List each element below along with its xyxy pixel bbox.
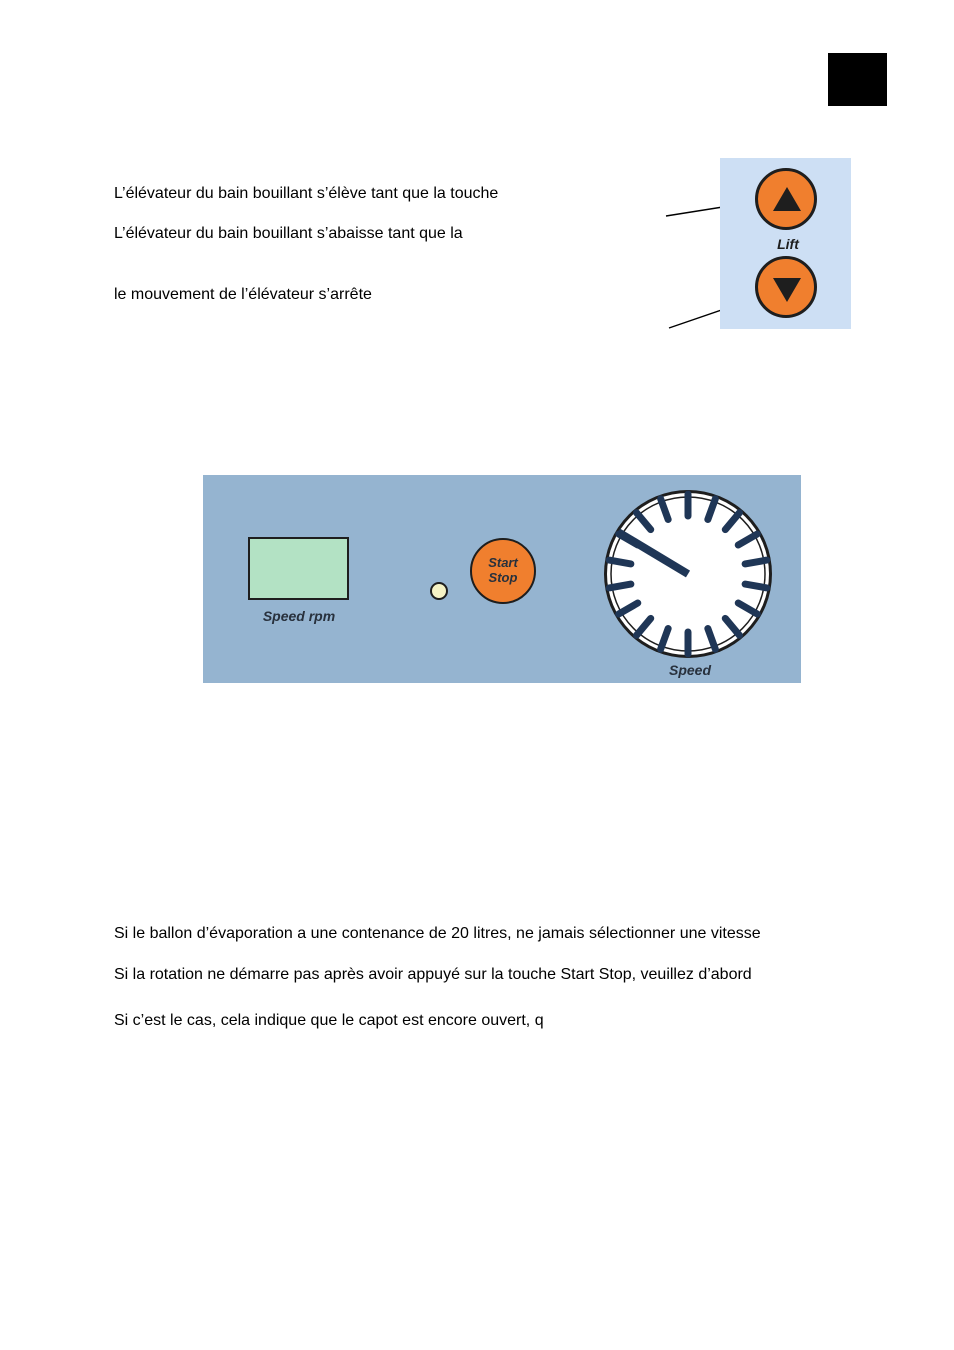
triangle-up-icon <box>773 187 801 211</box>
stop-label: Stop <box>488 570 518 585</box>
lift-label: Lift <box>777 236 799 252</box>
dial-tick <box>745 560 767 564</box>
speed-dial-label: Speed <box>668 662 711 678</box>
note-line-1: Si le ballon d’évaporation a une contenance de 20 litres, ne jamais sélectionner une vitesse <box>114 925 761 942</box>
lift-up-text: L’élévateur du bain bouillant s’élève tant que la touche <box>114 185 499 202</box>
indicator-led <box>430 582 448 600</box>
lift-down-text: L’élévateur du bain bouillant s’abaisse tant que la <box>114 225 463 242</box>
speed-dial-knob[interactable] <box>601 487 775 661</box>
lift-up-button[interactable] <box>755 168 817 230</box>
speed-display <box>248 537 349 600</box>
lift-stop-text: le mouvement de l’élévateur s’arrête <box>114 286 372 303</box>
triangle-down-icon <box>773 278 801 302</box>
start-label: Start <box>488 555 518 570</box>
start-stop-button[interactable] <box>470 538 536 604</box>
start-stop-label <box>472 555 534 585</box>
lift-control-panel <box>720 158 851 329</box>
lift-down-button[interactable] <box>755 256 817 318</box>
speed-rpm-label: Speed rpm <box>262 608 336 624</box>
note-line-3: Si c’est le cas, cela indique que le capot est encore ouvert, q <box>114 1012 544 1029</box>
page-tab-marker <box>828 53 887 106</box>
dial-tick <box>609 584 631 588</box>
rotary-control-panel <box>203 475 801 683</box>
dial-tick <box>745 584 767 588</box>
dial-tick <box>609 560 631 564</box>
note-line-2: Si la rotation ne démarre pas après avoir appuyé sur la touche Start Stop, veuillez d’abord <box>114 966 752 983</box>
